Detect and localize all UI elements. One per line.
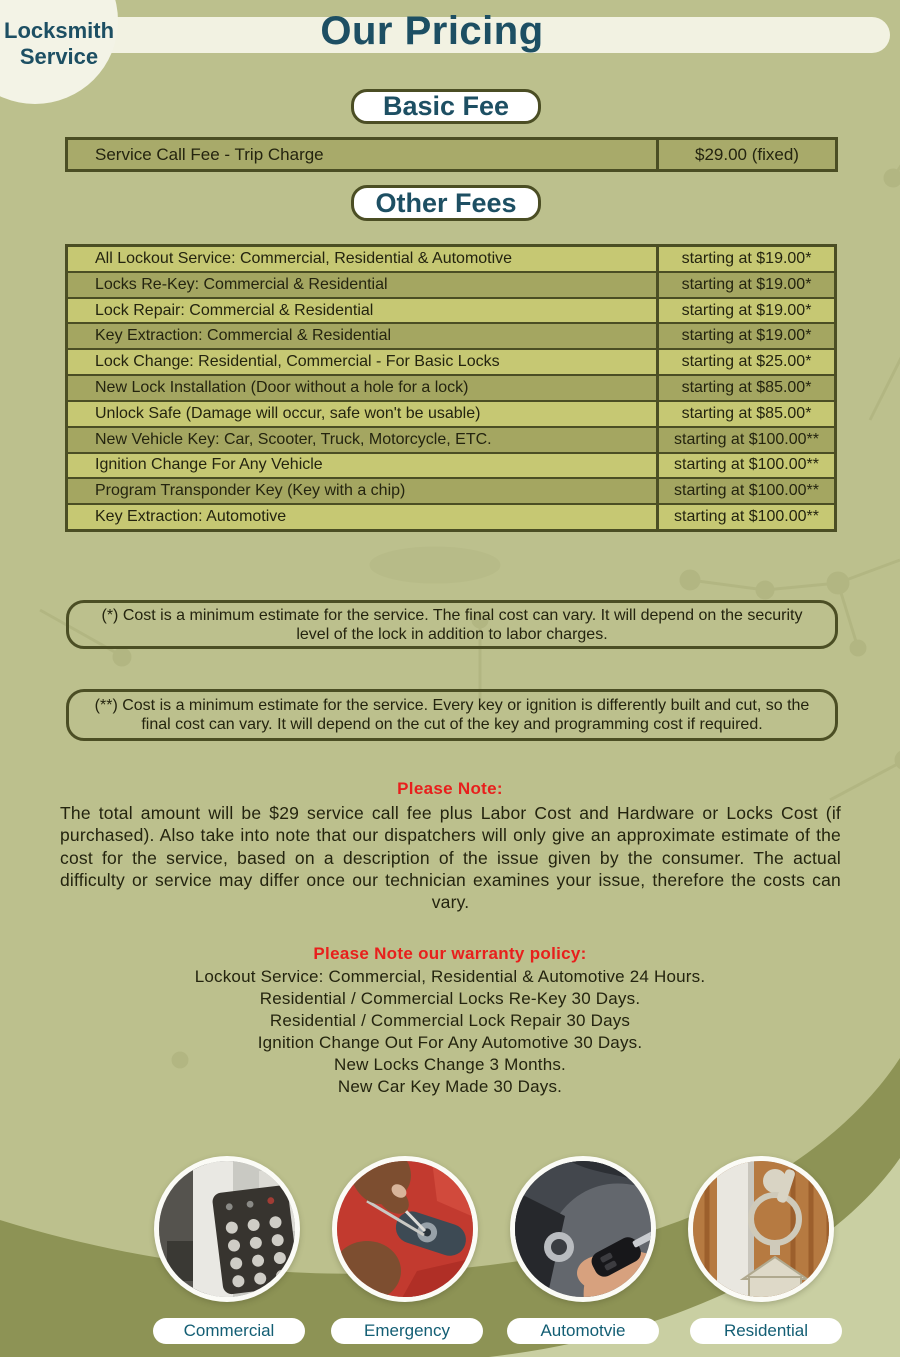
note-single-asterisk: (*) Cost is a minimum estimate for the service. The final cost can vary. It will depend on the security level of the lock in addition to labor charges.: [66, 600, 838, 649]
service-label-automotive[interactable]: Automotvie: [507, 1318, 659, 1344]
note-double-asterisk: (**) Cost is a minimum estimate for the service. Every key or ignition is differently built and cut, so the final cost can vary. It will depend on the cut of the key and programming cost if required.: [66, 689, 838, 741]
fee-price: starting at $25.00*: [656, 350, 834, 374]
table-row: [68, 400, 834, 426]
fee-label: Locks Re-Key: Commercial & Residential: [95, 275, 388, 293]
service-photo-automotive[interactable]: [510, 1156, 656, 1302]
basic-fee-heading: Basic Fee: [351, 89, 541, 124]
fee-price: starting at $100.00**: [656, 428, 834, 452]
fee-price: starting at $85.00*: [656, 402, 834, 426]
fee-label: Unlock Safe (Damage will occur, safe won't be usable): [95, 404, 481, 422]
warranty-item: Residential / Commercial Locks Re-Key 30 Days.: [259, 989, 641, 1008]
warranty-item: New Car Key Made 30 Days.: [337, 1077, 563, 1096]
fee-price: starting at $19.00*: [656, 273, 834, 297]
basic-fee-price: $29.00 (fixed): [656, 140, 835, 169]
other-fees-table: [65, 244, 837, 532]
fee-price: starting at $19.00*: [656, 247, 834, 271]
fee-label: Key Extraction: Automotive: [95, 508, 287, 526]
table-row: [68, 452, 834, 478]
brand-line1: Locksmith: [4, 18, 115, 43]
table-row: [68, 348, 834, 374]
warranty-item: Lockout Service: Commercial, Residential & Automotive 24 Hours.: [194, 967, 706, 986]
service-label-commercial[interactable]: Commercial: [153, 1318, 305, 1344]
fee-price: starting at $85.00*: [656, 376, 834, 400]
brand-line2: Service: [19, 44, 99, 69]
fee-price: starting at $19.00*: [656, 299, 834, 323]
fee-label: Ignition Change For Any Vehicle: [95, 456, 323, 474]
warranty-policy-list: [0, 966, 900, 1098]
please-note-heading: Please Note:: [397, 779, 503, 798]
page-title: Our Pricing: [320, 9, 544, 53]
table-row: [68, 374, 834, 400]
table-row: [68, 271, 834, 297]
fee-price: starting at $100.00**: [656, 454, 834, 478]
table-row: [68, 322, 834, 348]
table-row: [68, 247, 834, 271]
service-photo-commercial[interactable]: [154, 1156, 300, 1302]
service-photo-emergency[interactable]: [332, 1156, 478, 1302]
brand-name: [4, 18, 114, 70]
warranty-item: Residential / Commercial Lock Repair 30 Days: [269, 1011, 631, 1030]
basic-fee-table: [65, 137, 838, 172]
fee-label: New Vehicle Key: Car, Scooter, Truck, Motorcycle, ETC.: [95, 430, 492, 448]
fee-label: Program Transponder Key (Key with a chip): [95, 482, 406, 500]
service-photo-residential[interactable]: [688, 1156, 834, 1302]
fee-label: Lock Change: Residential, Commercial - For Basic Locks: [95, 353, 500, 371]
fee-label: Key Extraction: Commercial & Residential: [95, 327, 392, 345]
fee-label: New Lock Installation (Door without a hole for a lock): [95, 378, 469, 396]
table-row: [68, 477, 834, 503]
warranty-item: Ignition Change Out For Any Automotive 30 Days.: [257, 1033, 643, 1052]
service-label-emergency[interactable]: Emergency: [331, 1318, 483, 1344]
fee-price: starting at $19.00*: [656, 324, 834, 348]
please-note-body: The total amount will be $29 service call fee plus Labor Cost and Hardware or Locks Cost (if purchased). Also take into note that our dispatchers will only give an approximate estimate of the cost for the service, based on a description of the issue given by the consumer. The actual difficulty or service may differ once our technician examines your issue, therefore the costs can vary.: [60, 803, 841, 913]
fee-price: starting at $100.00**: [656, 479, 834, 503]
table-row: [68, 503, 834, 529]
service-label-residential[interactable]: Residential: [690, 1318, 842, 1344]
fee-label: Lock Repair: Commercial & Residential: [95, 301, 374, 319]
table-row: [68, 426, 834, 452]
table-row: [68, 297, 834, 323]
basic-fee-label: Service Call Fee - Trip Charge: [95, 144, 324, 164]
other-fees-heading: Other Fees: [351, 185, 541, 221]
fee-label: All Lockout Service: Commercial, Residential & Automotive: [95, 249, 513, 267]
warranty-policy-heading: Please Note our warranty policy:: [313, 944, 587, 963]
fee-price: starting at $100.00**: [656, 505, 834, 529]
warranty-item: New Locks Change 3 Months.: [334, 1055, 566, 1074]
